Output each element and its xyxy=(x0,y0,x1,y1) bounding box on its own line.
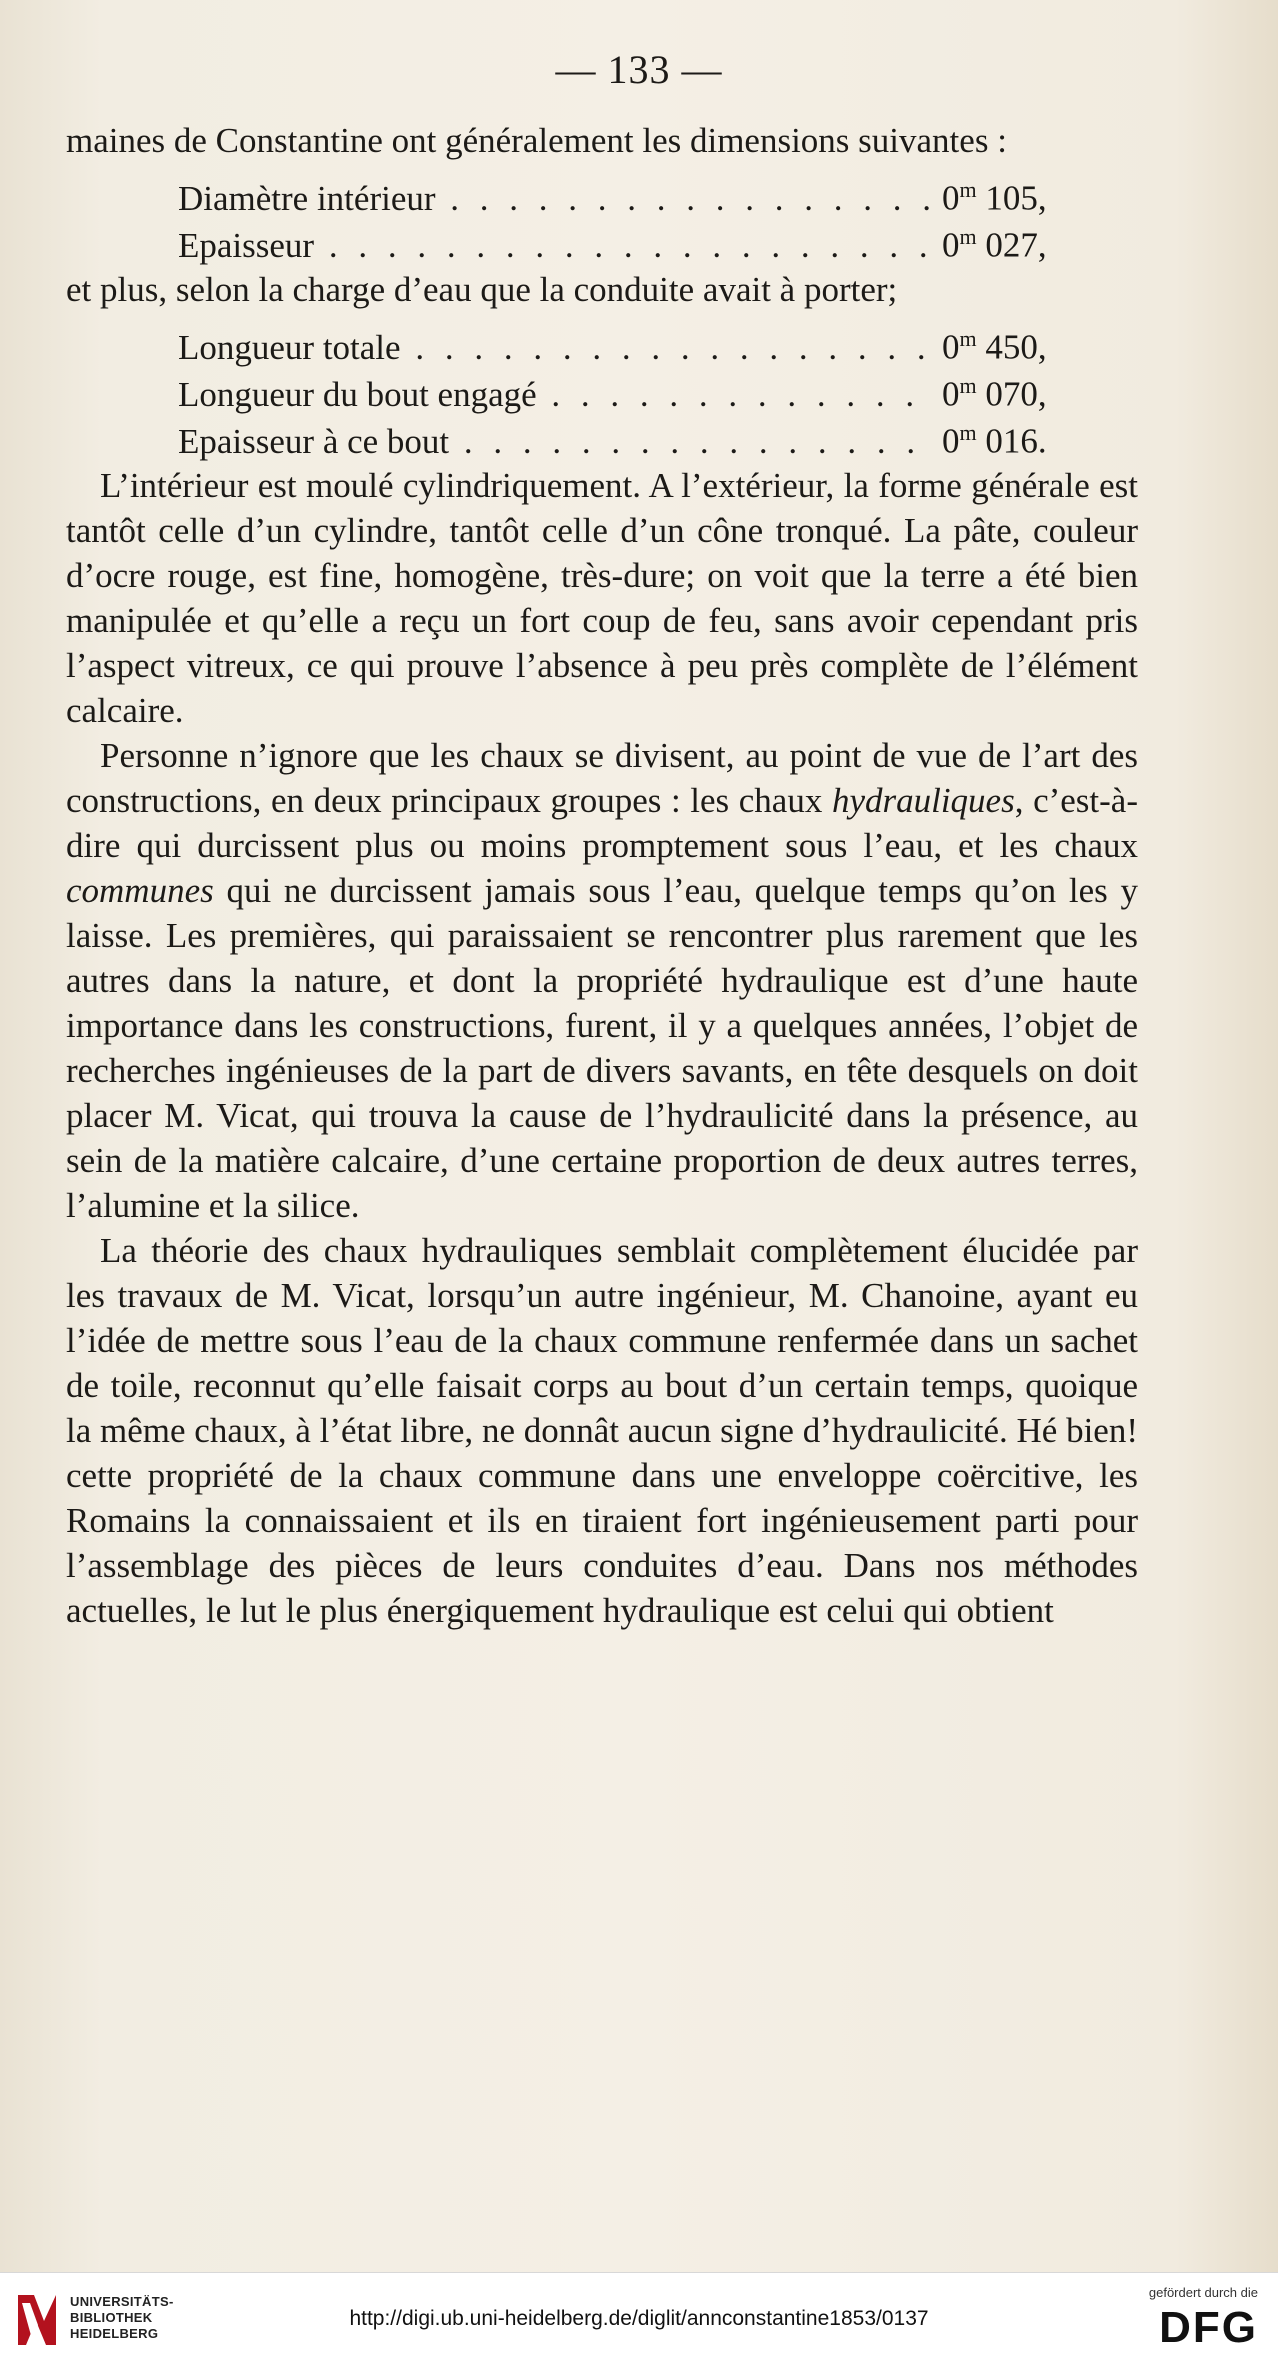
intro-line: maines de Constantine ont généralement les dimensions suivantes : xyxy=(66,121,1007,160)
paragraph-theorie: La théorie des chaux hydrauliques semblait complètement élucidée par les travaux de M. Vicat, lorsqu’un autre ingénieur, M. Chanoine, ayant eu l’idée de mettre sous l’eau de la chaux commune renfermée dans un sachet de toile, reconnut qu’elle faisait corps au bout d’un certain temps, quoique la même chaux, à l’état libre, ne donnât aucun signe d’hydraulicité. Hé bien! cette propriété de la chaux commune dans une enveloppe coërcitive, les Romains la connaissaient et ils en tiraient fort ingénieusement parti pour l’assemblage des pièces de leurs conduites d’eau. Dans nos méthodes actuelles, le lut le plus énergiquement hydraulique est celui qui obtient xyxy=(66,1231,1138,1630)
term-communes: communes xyxy=(66,871,214,910)
funded-by-label: gefördert durch die xyxy=(1148,2285,1258,2300)
dimension-label: Longueur totale . . . xyxy=(178,325,932,370)
library-name: UNIVERSITÄTS- BIBLIOTHEK HEIDELBERG xyxy=(70,2294,174,2341)
dimension-row xyxy=(66,214,1138,265)
page-number: — 133 — xyxy=(555,47,723,92)
dimension-value: 0$^m$ 450, xyxy=(942,326,1047,367)
dfg-logo: DFG xyxy=(1159,2303,1258,2352)
dimensions-list-b xyxy=(66,316,1138,461)
term-hydrauliques: hydrauliques xyxy=(831,781,1015,820)
connector-line: et plus, selon la charge d’eau que la conduite avait à porter; xyxy=(66,270,898,309)
paragraph-interior: L’intérieur est moulé cylindriquement. A l’extérieur, la forme générale est tantôt celle d’un cylindre, tantôt celle d’un cône tronqué. La pâte, couleur d’ocre rouge, est fine, homogène, très-dure; on voit que la terre a été bien manipulée et qu’elle a reçu un fort coup de feu, sans avoir cependant pris l’aspect vitreux, ce qui prouve l’absence à peu près complète de l’élément calcaire. xyxy=(66,466,1138,730)
dimension-value: 0$^m$ 105, xyxy=(942,177,1047,218)
dimension-label: Longueur du bout engagé . . . xyxy=(178,372,932,417)
body-text xyxy=(66,118,1138,1633)
dimension-row xyxy=(66,167,1138,218)
paragraph-chaux: Personne n’ignore que les chaux se divisent, au point de vue de l’art des constructions, en deux principaux groupes : les chaux hydrauliques, c’est-à-dire qui durcissent plus ou moins promptement sous l’eau, et les chaux communes qui ne durcissent jamais sous l’eau, quelque temps qu’on les y laisse. Les premières, qui paraissaient se rencontrer plus rarement que les autres dans la nature, et dont la propriété hydraulique est d’une haute importance dans les constructions, furent, il y a quelques années, l’objet de recherches ingénieuses de la part de divers savants, en tête desquels on doit placer M. Vicat, qui trouva la cause de l’hydraulicité dans la présence, au sein de la matière calcaire, d’une certaine proportion de deux autres terres, l’alumine et la silice. xyxy=(66,736,1138,1225)
dimension-value: 0$^m$ 070, xyxy=(942,373,1047,414)
source-url-link[interactable]: http://digi.ub.uni-heidelberg.de/diglit/annconstantine1853/0137 xyxy=(349,2307,929,2330)
dimension-row xyxy=(66,363,1138,414)
dimension-label: Diamètre intérieur . . . xyxy=(178,176,932,221)
footer-bar xyxy=(0,2272,1278,2366)
dimension-row xyxy=(66,316,1138,367)
dimension-row xyxy=(66,410,1138,461)
dimension-label: Epaisseur . . . xyxy=(178,223,932,268)
dimension-value: 0$^m$ 016. xyxy=(942,420,1047,461)
dimension-value: 0$^m$ 027, xyxy=(942,224,1047,265)
dimension-label: Epaisseur à ce bout . . . xyxy=(178,419,932,464)
dimensions-list-a xyxy=(66,167,1138,265)
